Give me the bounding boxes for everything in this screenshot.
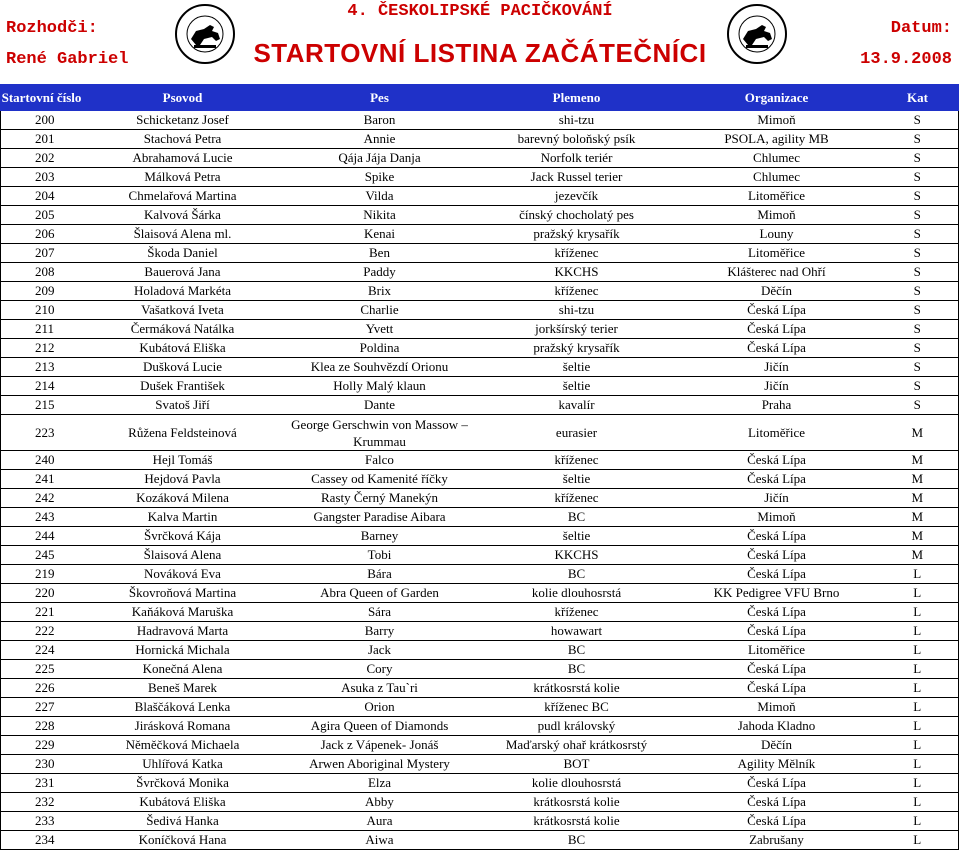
- start-number-cell: 245: [1, 546, 83, 565]
- organization-cell: Mimoň: [677, 111, 877, 130]
- table-row: [1, 130, 959, 149]
- date-label: Datum:: [890, 19, 952, 38]
- handler-name-cell: Schicketanz Josef: [83, 111, 283, 130]
- breed-cell: kolie dlouhosrstá: [477, 584, 677, 603]
- table-row: [1, 225, 959, 244]
- dog-name-cell: Qája Jája Danja: [283, 149, 477, 168]
- start-number-cell: 201: [1, 130, 83, 149]
- handler-name-cell: Škovroňová Martina: [83, 584, 283, 603]
- handler-name-cell: Dušek František: [83, 377, 283, 396]
- category-cell: M: [877, 508, 959, 527]
- dog-name-cell: Brix: [283, 282, 477, 301]
- document-header: [0, 0, 960, 84]
- category-cell: S: [877, 282, 959, 301]
- organization-cell: Česká Lípa: [677, 546, 877, 565]
- document-title: STARTOVNÍ LISTINA ZAČÁTEČNÍCI: [253, 38, 707, 68]
- breed-cell: BC: [477, 508, 677, 527]
- organization-cell: PSOLA, agility MB: [677, 130, 877, 149]
- handler-name-cell: Kaňáková Maruška: [83, 603, 283, 622]
- category-cell: L: [877, 698, 959, 717]
- table-row: [1, 470, 959, 489]
- dog-name-cell: Cassey od Kamenité říčky: [283, 470, 477, 489]
- category-cell: L: [877, 812, 959, 831]
- start-number-cell: 230: [1, 755, 83, 774]
- date-value: 13.9.2008: [860, 50, 952, 69]
- start-number-cell: 200: [1, 111, 83, 130]
- start-number-cell: 207: [1, 244, 83, 263]
- organization-cell: Česká Lípa: [677, 660, 877, 679]
- organization-cell: Praha: [677, 396, 877, 415]
- organization-cell: Mimoň: [677, 508, 877, 527]
- dog-name-cell: Aura: [283, 812, 477, 831]
- dog-name-cell: Nikita: [283, 206, 477, 225]
- dog-name-cell: Jack z Vápenek- Jonáš: [283, 736, 477, 755]
- category-cell: L: [877, 660, 959, 679]
- table-row: [1, 679, 959, 698]
- table-row: [1, 320, 959, 339]
- start-number-cell: 228: [1, 717, 83, 736]
- breed-cell: KKCHS: [477, 263, 677, 282]
- dog-name-cell: Jack: [283, 641, 477, 660]
- organization-cell: Mimoň: [677, 698, 877, 717]
- dog-name-cell: Tobi: [283, 546, 477, 565]
- table-row: [1, 396, 959, 415]
- table-row: [1, 339, 959, 358]
- handler-name-cell: Koníčková Hana: [83, 831, 283, 850]
- dog-name-cell: Charlie: [283, 301, 477, 320]
- judge-name: René Gabriel: [6, 50, 129, 69]
- table-row: [1, 168, 959, 187]
- dog-name-cell: Dante: [283, 396, 477, 415]
- table-row: [1, 451, 959, 470]
- start-number-cell: 232: [1, 793, 83, 812]
- handler-name-cell: Vašatková Iveta: [83, 301, 283, 320]
- organization-cell: Litoměřice: [677, 415, 877, 451]
- start-number-cell: 214: [1, 377, 83, 396]
- breed-cell: BC: [477, 641, 677, 660]
- handler-name-cell: Nováková Eva: [83, 565, 283, 584]
- start-number-cell: 231: [1, 774, 83, 793]
- organization-cell: Česká Lípa: [677, 774, 877, 793]
- breed-cell: kříženec: [477, 244, 677, 263]
- dog-name-cell: Ben: [283, 244, 477, 263]
- dog-name-cell: Elza: [283, 774, 477, 793]
- handler-name-cell: Bauerová Jana: [83, 263, 283, 282]
- category-cell: S: [877, 339, 959, 358]
- start-number-cell: 215: [1, 396, 83, 415]
- breed-cell: pražský krysařík: [477, 339, 677, 358]
- handler-name-cell: Abrahamová Lucie: [83, 149, 283, 168]
- handler-name-cell: Šedivá Hanka: [83, 812, 283, 831]
- col-start-number-header: Startovní číslo: [1, 85, 83, 111]
- category-cell: L: [877, 679, 959, 698]
- organization-cell: Jičín: [677, 358, 877, 377]
- breed-cell: kavalír: [477, 396, 677, 415]
- dog-name-cell: Arwen Aboriginal Mystery: [283, 755, 477, 774]
- dog-name-cell: Aiwa: [283, 831, 477, 850]
- organization-cell: Česká Lípa: [677, 679, 877, 698]
- start-number-cell: 227: [1, 698, 83, 717]
- handler-name-cell: Holadová Markéta: [83, 282, 283, 301]
- breed-cell: šeltie: [477, 358, 677, 377]
- table-row: [1, 793, 959, 812]
- category-cell: S: [877, 111, 959, 130]
- breed-cell: BC: [477, 565, 677, 584]
- handler-name-cell: Svatoš Jiří: [83, 396, 283, 415]
- table-row: [1, 546, 959, 565]
- organization-cell: Česká Lípa: [677, 812, 877, 831]
- table-row: [1, 244, 959, 263]
- breed-cell: kříženec BC: [477, 698, 677, 717]
- category-cell: S: [877, 263, 959, 282]
- table-row: [1, 641, 959, 660]
- category-cell: L: [877, 831, 959, 850]
- start-number-cell: 212: [1, 339, 83, 358]
- handler-name-cell: Něměčková Michaela: [83, 736, 283, 755]
- dog-name-cell: Annie: [283, 130, 477, 149]
- category-cell: M: [877, 546, 959, 565]
- table-row: [1, 489, 959, 508]
- dog-name-cell: Barney: [283, 527, 477, 546]
- table-row: [1, 527, 959, 546]
- handler-name-cell: Konečná Alena: [83, 660, 283, 679]
- breed-cell: Norfolk teriér: [477, 149, 677, 168]
- category-cell: S: [877, 130, 959, 149]
- col-dog-header: Pes: [283, 85, 477, 111]
- category-cell: L: [877, 793, 959, 812]
- organization-cell: Česká Lípa: [677, 301, 877, 320]
- start-number-cell: 202: [1, 149, 83, 168]
- dog-name-cell: Cory: [283, 660, 477, 679]
- breed-cell: krátkosrstá kolie: [477, 793, 677, 812]
- breed-cell: barevný boloňský psík: [477, 130, 677, 149]
- category-cell: S: [877, 168, 959, 187]
- handler-name-cell: Beneš Marek: [83, 679, 283, 698]
- dog-name-cell: Orion: [283, 698, 477, 717]
- breed-cell: eurasier: [477, 415, 677, 451]
- handler-name-cell: Škoda Daniel: [83, 244, 283, 263]
- start-number-cell: 220: [1, 584, 83, 603]
- start-number-cell: 210: [1, 301, 83, 320]
- handler-name-cell: Kubátová Eliška: [83, 339, 283, 358]
- organization-cell: Děčín: [677, 736, 877, 755]
- handler-name-cell: Švrčková Monika: [83, 774, 283, 793]
- breed-cell: kříženec: [477, 451, 677, 470]
- organization-cell: Louny: [677, 225, 877, 244]
- organization-cell: Litoměřice: [677, 187, 877, 206]
- start-number-cell: 242: [1, 489, 83, 508]
- handler-name-cell: Uhlířová Katka: [83, 755, 283, 774]
- breed-cell: KKCHS: [477, 546, 677, 565]
- dog-name-cell: Abra Queen of Garden: [283, 584, 477, 603]
- breed-cell: shi-tzu: [477, 111, 677, 130]
- table-row: [1, 622, 959, 641]
- start-number-cell: 208: [1, 263, 83, 282]
- handler-name-cell: Hejdová Pavla: [83, 470, 283, 489]
- handler-name-cell: Šlaisová Alena: [83, 546, 283, 565]
- handler-name-cell: Šlaisová Alena ml.: [83, 225, 283, 244]
- table-row: [1, 415, 959, 451]
- organization-cell: Chlumec: [677, 168, 877, 187]
- organization-cell: Děčín: [677, 282, 877, 301]
- breed-cell: krátkosrstá kolie: [477, 812, 677, 831]
- dog-name-cell: Falco: [283, 451, 477, 470]
- dog-name-cell: Gangster Paradise Aibara: [283, 508, 477, 527]
- breed-cell: howawart: [477, 622, 677, 641]
- club-logo-left: [174, 1, 236, 67]
- table-row: [1, 736, 959, 755]
- start-list-table: [0, 84, 959, 850]
- organization-cell: Agility Mělník: [677, 755, 877, 774]
- category-cell: S: [877, 187, 959, 206]
- organization-cell: Chlumec: [677, 149, 877, 168]
- breed-cell: BC: [477, 831, 677, 850]
- breed-cell: šeltie: [477, 377, 677, 396]
- table-row: [1, 187, 959, 206]
- start-number-cell: 229: [1, 736, 83, 755]
- handler-name-cell: Hornická Michala: [83, 641, 283, 660]
- club-logo-right: [726, 1, 788, 67]
- start-number-cell: 206: [1, 225, 83, 244]
- category-cell: M: [877, 451, 959, 470]
- handler-name-cell: Švrčková Kája: [83, 527, 283, 546]
- breed-cell: jorkšírský terier: [477, 320, 677, 339]
- table-row: [1, 698, 959, 717]
- breed-cell: BOT: [477, 755, 677, 774]
- category-cell: M: [877, 415, 959, 451]
- handler-name-cell: Chmelařová Martina: [83, 187, 283, 206]
- start-number-cell: 219: [1, 565, 83, 584]
- table-row: [1, 111, 959, 130]
- category-cell: L: [877, 755, 959, 774]
- category-cell: S: [877, 377, 959, 396]
- dog-name-cell: Bára: [283, 565, 477, 584]
- organization-cell: Česká Lípa: [677, 793, 877, 812]
- table-row: [1, 565, 959, 584]
- table-row: [1, 508, 959, 527]
- category-cell: S: [877, 301, 959, 320]
- category-cell: L: [877, 584, 959, 603]
- start-number-cell: 209: [1, 282, 83, 301]
- dog-name-cell: Baron: [283, 111, 477, 130]
- organization-cell: KK Pedigree VFU Brno: [677, 584, 877, 603]
- organization-cell: Česká Lípa: [677, 451, 877, 470]
- table-row: [1, 301, 959, 320]
- handler-name-cell: Málková Petra: [83, 168, 283, 187]
- event-title: 4. ČESKOLIPSKÉ PACIČKOVÁNÍ: [347, 2, 613, 21]
- judge-label: Rozhodči:: [6, 19, 98, 38]
- start-number-cell: 241: [1, 470, 83, 489]
- start-number-cell: 226: [1, 679, 83, 698]
- handler-name-cell: Kubátová Eliška: [83, 793, 283, 812]
- category-cell: L: [877, 641, 959, 660]
- category-cell: M: [877, 527, 959, 546]
- category-cell: S: [877, 320, 959, 339]
- table-row: [1, 603, 959, 622]
- table-row: [1, 774, 959, 793]
- col-category-header: Kat: [877, 85, 959, 111]
- breed-cell: BC: [477, 660, 677, 679]
- breed-cell: pražský krysařík: [477, 225, 677, 244]
- table-row: [1, 263, 959, 282]
- dog-name-cell: George Gerschwin von Massow – Krummau: [283, 415, 477, 451]
- organization-cell: Jičín: [677, 377, 877, 396]
- dog-name-cell: Asuka z Tau`ri: [283, 679, 477, 698]
- dog-name-cell: Sára: [283, 603, 477, 622]
- organization-cell: Zabrušany: [677, 831, 877, 850]
- start-number-cell: 205: [1, 206, 83, 225]
- start-number-cell: 222: [1, 622, 83, 641]
- category-cell: L: [877, 565, 959, 584]
- organization-cell: Litoměřice: [677, 244, 877, 263]
- start-number-cell: 225: [1, 660, 83, 679]
- category-cell: S: [877, 225, 959, 244]
- table-row: [1, 377, 959, 396]
- breed-cell: Jack Russel terier: [477, 168, 677, 187]
- category-cell: S: [877, 396, 959, 415]
- handler-name-cell: Stachová Petra: [83, 130, 283, 149]
- organization-cell: Česká Lípa: [677, 527, 877, 546]
- category-cell: S: [877, 358, 959, 377]
- dog-name-cell: Holly Malý klaun: [283, 377, 477, 396]
- table-row: [1, 660, 959, 679]
- category-cell: M: [877, 489, 959, 508]
- handler-name-cell: Kozáková Milena: [83, 489, 283, 508]
- breed-cell: kříženec: [477, 282, 677, 301]
- organization-cell: Jahoda Kladno: [677, 717, 877, 736]
- breed-cell: kolie dlouhosrstá: [477, 774, 677, 793]
- handler-name-cell: Čermáková Natálka: [83, 320, 283, 339]
- dog-name-cell: Barry: [283, 622, 477, 641]
- table-row: [1, 584, 959, 603]
- handler-name-cell: Hadravová Marta: [83, 622, 283, 641]
- organization-cell: Mimoň: [677, 206, 877, 225]
- table-row: [1, 149, 959, 168]
- handler-name-cell: Hejl Tomáš: [83, 451, 283, 470]
- start-number-cell: 224: [1, 641, 83, 660]
- handler-name-cell: Jirásková Romana: [83, 717, 283, 736]
- handler-name-cell: Kalva Martin: [83, 508, 283, 527]
- table-row: [1, 812, 959, 831]
- dog-name-cell: Agira Queen of Diamonds: [283, 717, 477, 736]
- breed-cell: Maďarský ohař krátkosrstý: [477, 736, 677, 755]
- dog-name-cell: Klea ze Souhvězdí Orionu: [283, 358, 477, 377]
- col-handler-header: Psovod: [83, 85, 283, 111]
- organization-cell: Česká Lípa: [677, 603, 877, 622]
- col-breed-header: Plemeno: [477, 85, 677, 111]
- handler-name-cell: Dušková Lucie: [83, 358, 283, 377]
- start-number-cell: 213: [1, 358, 83, 377]
- start-number-cell: 244: [1, 527, 83, 546]
- start-number-cell: 221: [1, 603, 83, 622]
- start-number-cell: 204: [1, 187, 83, 206]
- category-cell: L: [877, 717, 959, 736]
- organization-cell: Litoměřice: [677, 641, 877, 660]
- table-row: [1, 282, 959, 301]
- breed-cell: krátkosrstá kolie: [477, 679, 677, 698]
- dog-name-cell: Kenai: [283, 225, 477, 244]
- organization-cell: Česká Lípa: [677, 565, 877, 584]
- organization-cell: Klášterec nad Ohří: [677, 263, 877, 282]
- breed-cell: čínský chocholatý pes: [477, 206, 677, 225]
- start-number-cell: 233: [1, 812, 83, 831]
- start-number-cell: 240: [1, 451, 83, 470]
- category-cell: L: [877, 603, 959, 622]
- dog-name-cell: Poldina: [283, 339, 477, 358]
- organization-cell: Česká Lípa: [677, 320, 877, 339]
- dog-name-cell: Spike: [283, 168, 477, 187]
- category-cell: M: [877, 470, 959, 489]
- table-row: [1, 206, 959, 225]
- organization-cell: Česká Lípa: [677, 470, 877, 489]
- dog-name-cell: Paddy: [283, 263, 477, 282]
- start-number-cell: 203: [1, 168, 83, 187]
- breed-cell: shi-tzu: [477, 301, 677, 320]
- breed-cell: šeltie: [477, 527, 677, 546]
- category-cell: S: [877, 149, 959, 168]
- organization-cell: Jičín: [677, 489, 877, 508]
- handler-name-cell: Růžena Feldsteinová: [83, 415, 283, 451]
- category-cell: S: [877, 206, 959, 225]
- category-cell: L: [877, 774, 959, 793]
- start-number-cell: 211: [1, 320, 83, 339]
- dog-name-cell: Rasty Černý Manekýn: [283, 489, 477, 508]
- handler-name-cell: Kalvová Šárka: [83, 206, 283, 225]
- table-row: [1, 717, 959, 736]
- breed-cell: šeltie: [477, 470, 677, 489]
- category-cell: L: [877, 736, 959, 755]
- breed-cell: jezevčík: [477, 187, 677, 206]
- table-row: [1, 831, 959, 850]
- organization-cell: Česká Lípa: [677, 622, 877, 641]
- dog-name-cell: Vilda: [283, 187, 477, 206]
- breed-cell: pudl královský: [477, 717, 677, 736]
- start-number-cell: 223: [1, 415, 83, 451]
- table-row: [1, 358, 959, 377]
- organization-cell: Česká Lípa: [677, 339, 877, 358]
- category-cell: S: [877, 244, 959, 263]
- col-organization-header: Organizace: [677, 85, 877, 111]
- breed-cell: kříženec: [477, 603, 677, 622]
- table-header-row: [1, 85, 959, 111]
- start-number-cell: 243: [1, 508, 83, 527]
- dog-name-cell: Yvett: [283, 320, 477, 339]
- start-number-cell: 234: [1, 831, 83, 850]
- breed-cell: kříženec: [477, 489, 677, 508]
- table-row: [1, 755, 959, 774]
- dog-name-cell: Abby: [283, 793, 477, 812]
- handler-name-cell: Blaščáková Lenka: [83, 698, 283, 717]
- category-cell: L: [877, 622, 959, 641]
